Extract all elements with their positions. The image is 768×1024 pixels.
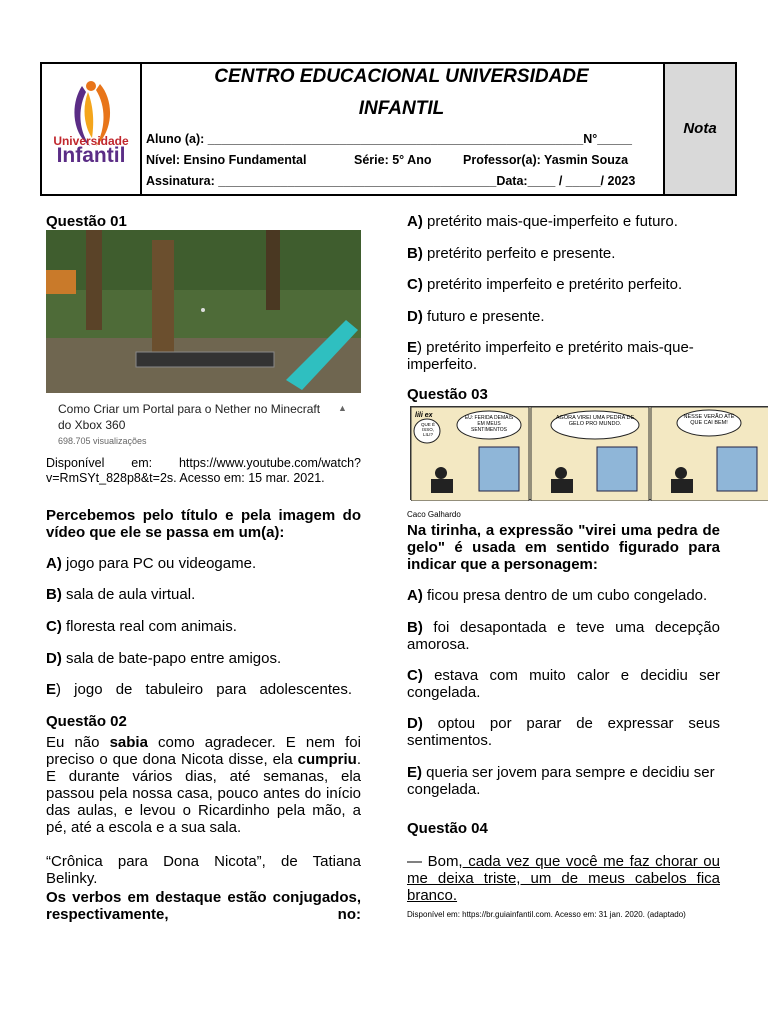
q3-prompt: Na tirinha, a expressão "virei uma pedra de gelo" é usada em sentido figurado para indicar que a personagem:	[407, 522, 720, 573]
q4-quote: — Bom, cada vez que você me faz chorar ou me deixa triste, um de meus cabelos fica branco.	[407, 853, 720, 904]
q1-option-e[interactable]: E) jogo de tabuleiro para adolescentes.	[46, 681, 353, 698]
balloon-1a: QUE É ISSO, LILI?	[420, 422, 435, 437]
logo	[42, 64, 142, 194]
q2-option-c[interactable]: C) pretérito imperfeito e pretérito perfeito.	[407, 276, 683, 293]
logo-line2: Infantil	[56, 144, 126, 167]
logo-line1: Universidade	[53, 134, 129, 148]
q3-option-b[interactable]: B) foi desapontada e teve uma decepção amorosa.	[407, 619, 720, 653]
header-table	[40, 62, 737, 196]
q2-prompt: Os verbos em destaque estão conjugados, respectivamente, no:	[46, 889, 361, 923]
video-thumbnail[interactable]	[46, 230, 361, 393]
professor-label: Professor(a): Yasmin Souza	[463, 153, 629, 167]
q3-title: Questão 03	[407, 386, 488, 403]
q1-source: Disponível em: https://www.youtube.com/watch?v=RmSYt_828p8&t=2s. Acesso em: 15 mar. 2021.	[46, 456, 361, 485]
q1-option-a[interactable]: A) jogo para PC ou videogame.	[46, 555, 257, 572]
q4-source: Disponível em: https://br.guiainfantil.com. Acesso em: 31 jan. 2020. (adaptado)	[407, 910, 686, 919]
assinatura-field[interactable]: Assinatura: ________________________________________Data:____ / _____/ 2023	[146, 174, 636, 188]
q2-option-d[interactable]: D) futuro e presente.	[407, 308, 545, 325]
q1-prompt: Percebemos pelo título e pela imagem do vídeo que ele se passa em um(a):	[46, 507, 361, 541]
q2-citation: “Crônica para Dona Nicota”, de Tatiana Belinky.	[46, 853, 361, 887]
minecraft-scene	[46, 230, 361, 393]
balloon-3: NESSE VERÃO ATÉ QUE CAI BEM!	[683, 414, 735, 426]
q4-title: Questão 04	[407, 820, 488, 837]
q1-title: Questão 01	[46, 213, 127, 230]
school-name-line2: INFANTIL	[358, 98, 445, 119]
balloon-1b: EU: FERIDA DEMAIS EM MEUS SENTIMENTOS	[464, 415, 514, 433]
aluno-field[interactable]: Aluno (a): ______________________________________________________N°_____	[146, 132, 632, 146]
q3-option-d[interactable]: D) optou por parar de expressar seus sentimentos.	[407, 715, 720, 749]
video-menu-icon[interactable]: ▲	[338, 403, 347, 413]
video-views: 698.705 visualizações	[58, 436, 147, 446]
q3-option-a[interactable]: A) ficou presa dentro de um cubo congelado.	[407, 587, 708, 604]
balloon-2: AGORA VIREI UMA PEDRA DE GELO PRO MUNDO.	[555, 415, 635, 427]
nota-label: Nota	[683, 120, 717, 137]
q2-title: Questão 02	[46, 713, 127, 730]
q2-option-b[interactable]: B) pretérito perfeito e presente.	[407, 245, 616, 262]
comic-author: Caco Galhardo	[407, 510, 461, 519]
q3-option-e[interactable]: E) queria ser jovem para sempre e decidiu ser congelada.	[407, 764, 715, 798]
comic-brand: lili ex	[415, 412, 433, 419]
nivel-label: Nível: Ensino Fundamental	[146, 153, 307, 167]
q3-option-c[interactable]: C) estava com muito calor e decidiu ser congelada.	[407, 667, 720, 701]
q2-option-a[interactable]: A) pretérito mais-que-imperfeito e futuro.	[407, 213, 678, 230]
q1-option-b[interactable]: B) sala de aula virtual.	[46, 586, 196, 603]
header-info	[140, 64, 665, 194]
comic-strip	[410, 406, 768, 500]
q2-option-e[interactable]: E) pretérito imperfeito e pretérito mais-que-imperfeito.	[407, 339, 694, 373]
q2-text: Eu não sabia como agradecer. E nem foi preciso o que dona Nicota disse, ela cumpriu. E durante vários dias, até semanas, ela passou pela nossa casa, pouco antes do início das aulas, e levou o Ricardinho pela mão, a pé, até a escola e a sua sala.	[46, 734, 361, 836]
nota-box[interactable]	[665, 64, 735, 194]
serie-label: Série: 5° Ano	[354, 153, 432, 167]
q1-option-d[interactable]: D) sala de bate-papo entre amigos.	[46, 650, 282, 667]
video-title[interactable]: Como Criar um Portal para o Nether no Minecraft do Xbox 360	[58, 402, 321, 432]
school-name-line1: CENTRO EDUCACIONAL UNIVERSIDADE	[214, 66, 589, 87]
q1-option-c[interactable]: C) floresta real com animais.	[46, 618, 237, 635]
logo-graphic	[42, 64, 140, 194]
